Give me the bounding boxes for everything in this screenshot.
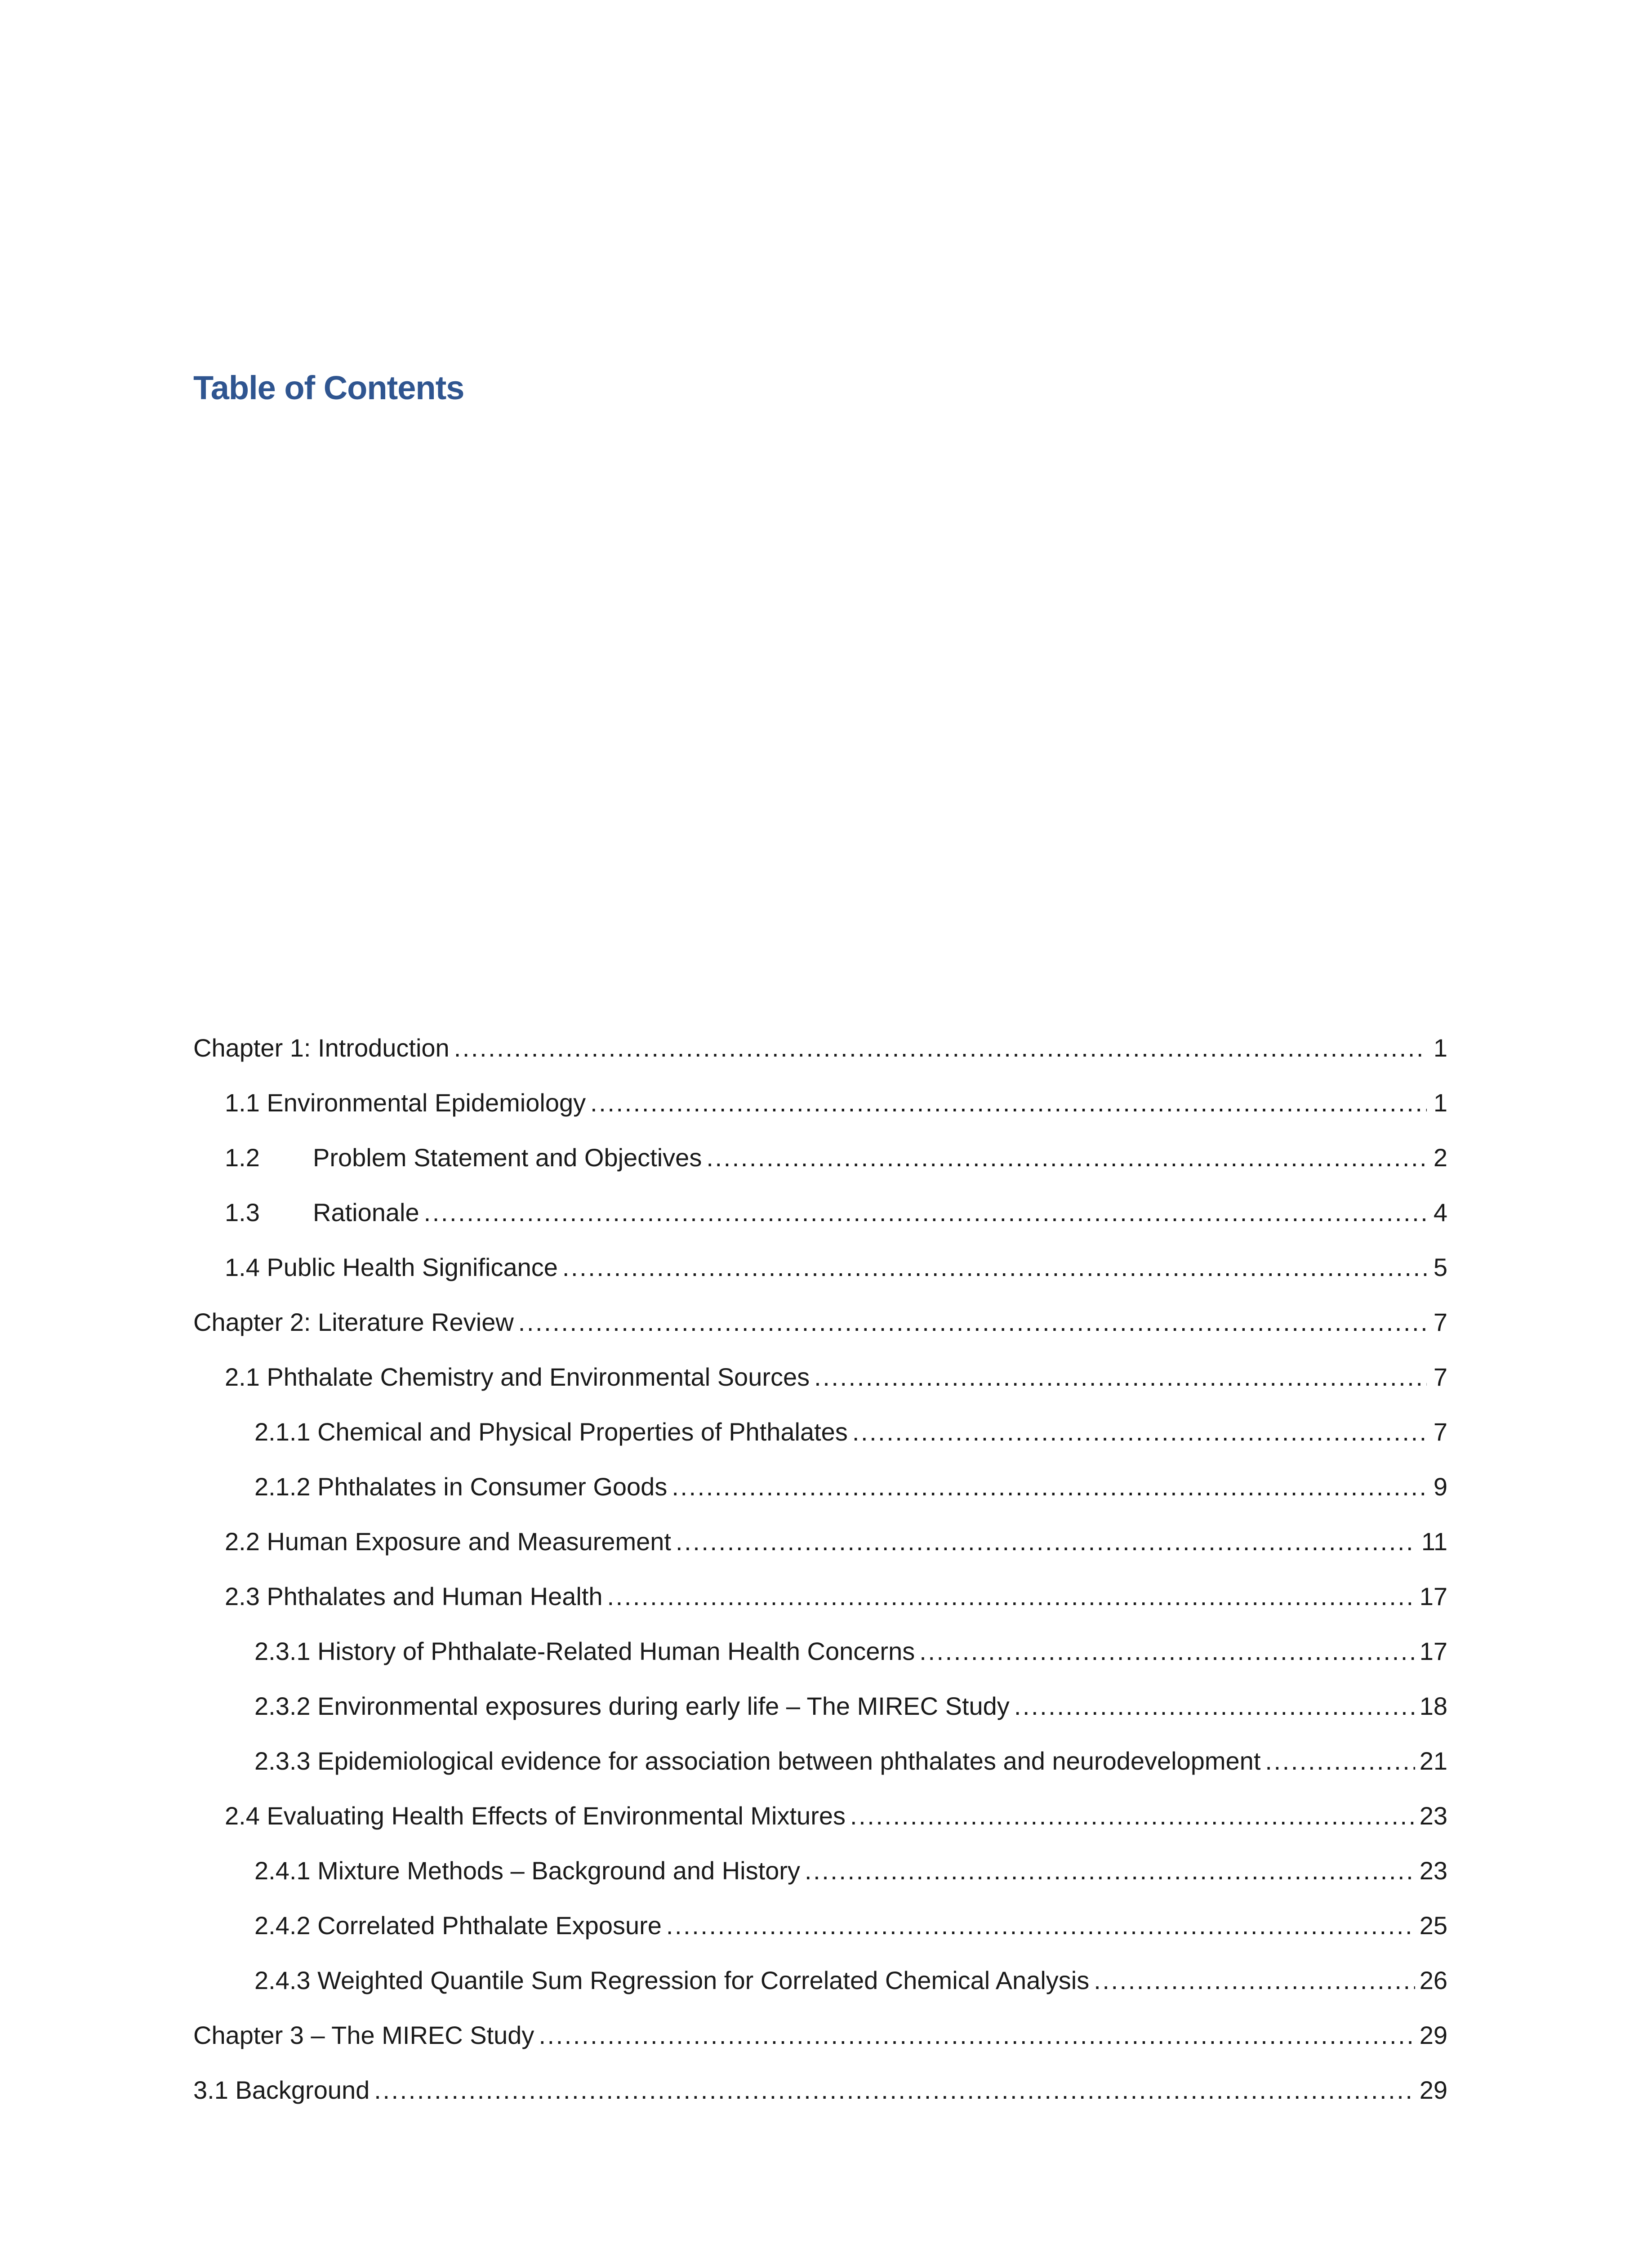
toc-entry-title: 3.1 Background <box>193 2076 370 2104</box>
toc-entry-title: Chapter 1: Introduction <box>193 1034 450 1062</box>
toc-entry-title: 1.4 Public Health Significance <box>225 1253 558 1281</box>
toc-entry-title: 2.3 Phthalates and Human Health <box>225 1582 603 1610</box>
toc-list <box>193 1021 1447 2118</box>
toc-dot-leader <box>424 1185 1427 1240</box>
toc-entry-title: 1.1 Environmental Epidemiology <box>225 1088 586 1117</box>
toc-entry[interactable] <box>193 1021 1447 1075</box>
toc-entry[interactable] <box>193 1734 1447 1789</box>
toc-entry[interactable] <box>193 1898 1447 1953</box>
toc-page-number: 23 <box>1419 1856 1447 1885</box>
toc-entry-title: 2.1.1 Chemical and Physical Properties of Phthalates <box>254 1418 848 1446</box>
toc-page-number: 7 <box>1433 1363 1447 1391</box>
toc-dot-leader <box>607 1569 1415 1624</box>
toc-dot-leader <box>518 1295 1427 1350</box>
toc-page-number: 9 <box>1433 1472 1447 1501</box>
toc-entry-title: 2.4.2 Correlated Phthalate Exposure <box>254 1911 662 1940</box>
toc-dot-leader <box>562 1240 1427 1295</box>
toc-page-number: 29 <box>1419 2021 1447 2049</box>
toc-entry-number: 1.2 <box>225 1143 260 1172</box>
toc-entry-title: 2.4 Evaluating Health Effects of Environmental Mixtures <box>225 1802 846 1830</box>
toc-page-number: 5 <box>1433 1253 1447 1281</box>
toc-entry-title: 2.4.1 Mixture Methods – Background and History <box>254 1856 800 1885</box>
toc-entry-title: 2.3.2 Environmental exposures during early life – The MIREC Study <box>254 1692 1010 1720</box>
toc-entry-title: Chapter 2: Literature Review <box>193 1308 514 1336</box>
toc-entry-title: 2.1 Phthalate Chemistry and Environmental Sources <box>225 1363 810 1391</box>
toc-dot-leader <box>850 1789 1415 1843</box>
toc-dot-leader <box>374 2063 1415 2118</box>
toc-entry-title: 2.3.3 Epidemiological evidence for association between phthalates and neurodevelopment <box>254 1747 1261 1775</box>
toc-entry[interactable] <box>193 1459 1447 1514</box>
toc-page-number: 2 <box>1433 1143 1447 1172</box>
toc-page-number: 17 <box>1419 1582 1447 1610</box>
toc-dot-leader <box>454 1021 1427 1075</box>
toc-dot-leader <box>590 1075 1427 1130</box>
toc-entry[interactable] <box>193 1295 1447 1350</box>
toc-page-number: 11 <box>1421 1527 1447 1556</box>
toc-dot-leader <box>666 1898 1415 1953</box>
toc-entry[interactable] <box>193 1953 1447 2008</box>
toc-dot-leader <box>805 1843 1415 1898</box>
toc-entry-title: Chapter 3 – The MIREC Study <box>193 2021 534 2049</box>
toc-dot-leader <box>676 1514 1417 1569</box>
toc-page-number: 17 <box>1419 1637 1447 1665</box>
toc-entry-title: 2.1.2 Phthalates in Consumer Goods <box>254 1472 668 1501</box>
toc-entry[interactable] <box>193 1843 1447 1898</box>
toc-dot-leader <box>1265 1734 1415 1789</box>
toc-dot-leader <box>539 2008 1415 2063</box>
toc-page-number: 7 <box>1433 1308 1447 1336</box>
toc-entry-title: Rationale <box>313 1198 419 1227</box>
toc-page-number: 1 <box>1433 1034 1447 1062</box>
toc-entry-title: 2.4.3 Weighted Quantile Sum Regression for Correlated Chemical Analysis <box>254 1966 1090 1994</box>
toc-entry[interactable] <box>193 1624 1447 1679</box>
toc-page-number: 25 <box>1419 1911 1447 1940</box>
toc-dot-leader <box>919 1624 1415 1679</box>
toc-dot-leader <box>814 1350 1427 1405</box>
toc-entry[interactable] <box>193 1075 1447 1130</box>
toc-page-number: 29 <box>1419 2076 1447 2104</box>
toc-page-number: 1 <box>1433 1088 1447 1117</box>
toc-dot-leader <box>706 1130 1427 1185</box>
toc-entry[interactable] <box>193 1350 1447 1405</box>
toc-page-number: 18 <box>1419 1692 1447 1720</box>
toc-entry[interactable] <box>193 1569 1447 1624</box>
toc-dot-leader <box>672 1459 1427 1514</box>
toc-dot-leader <box>852 1405 1427 1459</box>
toc-entry-title: Problem Statement and Objectives <box>313 1143 702 1172</box>
toc-page-number: 4 <box>1433 1198 1447 1227</box>
toc-entry-number: 1.3 <box>225 1198 260 1227</box>
toc-entry[interactable] <box>193 1130 1447 1185</box>
toc-page-number: 26 <box>1419 1966 1447 1994</box>
toc-page-number: 7 <box>1433 1418 1447 1446</box>
toc-dot-leader <box>1014 1679 1415 1734</box>
toc-entry[interactable] <box>193 1185 1447 1240</box>
toc-page-number: 21 <box>1419 1747 1447 1775</box>
toc-entry[interactable] <box>193 1789 1447 1843</box>
toc-dot-leader <box>1094 1953 1415 2008</box>
toc-page-number: 23 <box>1419 1802 1447 1830</box>
toc-entry-title: 2.2 Human Exposure and Measurement <box>225 1527 671 1556</box>
toc-entry[interactable] <box>193 1679 1447 1734</box>
toc-entry[interactable] <box>193 1514 1447 1569</box>
toc-entry[interactable] <box>193 1405 1447 1459</box>
toc-entry[interactable] <box>193 1240 1447 1295</box>
toc-entry[interactable] <box>193 2008 1447 2063</box>
toc-entry-title: 2.3.1 History of Phthalate-Related Human Health Concerns <box>254 1637 915 1665</box>
toc-heading: Table of Contents <box>193 369 464 406</box>
toc-entry[interactable] <box>193 2063 1447 2118</box>
